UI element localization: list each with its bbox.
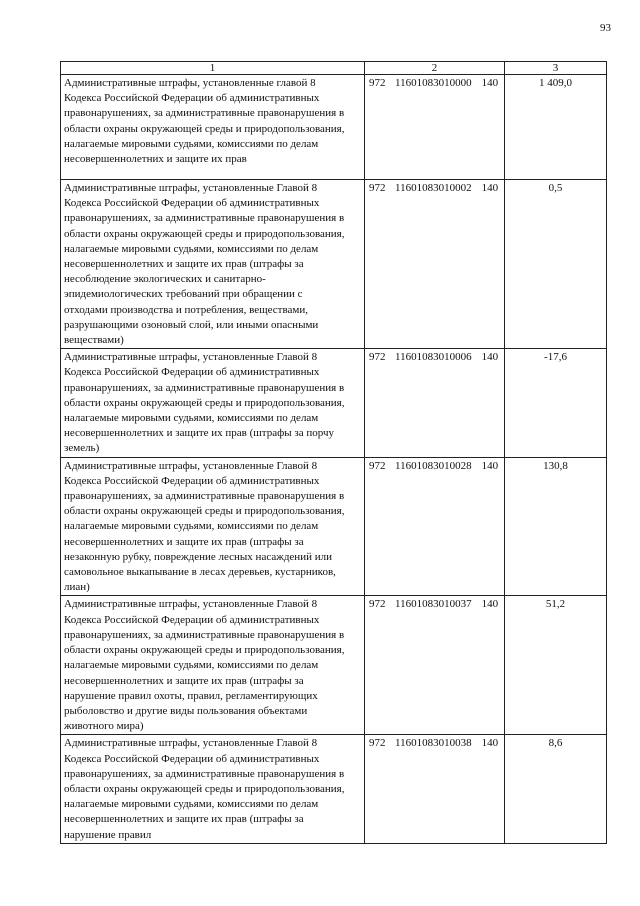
row-code: [365, 457, 505, 596]
description-line: области охраны окружающей среды и природопользования,: [64, 122, 345, 135]
row-code: [365, 596, 505, 735]
description-line: самовольное выкапывание в лесах деревьев, кустарников,: [64, 566, 336, 579]
kbk-code: 11601083010006: [395, 351, 472, 364]
table-row: [61, 457, 607, 596]
admin-code: 972: [369, 77, 386, 89]
description-line: Кодекса Российской Федерации об административных: [64, 366, 320, 379]
description-line: налагаемые мировыми судьями, комиссиями по делам: [64, 659, 319, 672]
sub-code: 140: [481, 182, 499, 194]
kbk-code: 11601083010028: [395, 459, 472, 472]
kbk-code: 11601083010038: [395, 737, 472, 750]
row-amount: 130,8: [505, 457, 607, 596]
description-line: налагаемые мировыми судьями, комиссиями по делам: [64, 137, 319, 150]
row-code: [365, 349, 505, 457]
table-body: [61, 75, 607, 844]
budget-revenue-table: [60, 61, 607, 844]
description-line: области охраны окружающей среды и природопользования,: [64, 396, 345, 409]
description-line: правонарушениях, за административные правонарушения в: [64, 490, 345, 503]
row-amount: 1 409,0: [505, 75, 607, 180]
sub-code: 140: [481, 77, 499, 89]
description-line: правонарушениях, за административные правонарушения в: [64, 628, 345, 641]
row-description: [61, 75, 365, 180]
description-line: Административные штрафы, установленные Главой 8: [64, 351, 318, 364]
description-line: области охраны окружающей среды и природопользования,: [64, 227, 345, 240]
description-line: налагаемые мировыми судьями, комиссиями по делам: [64, 520, 319, 533]
table-header-row: [61, 62, 607, 75]
description-line: несовершеннолетних и защите их прав (штрафы за: [64, 674, 304, 687]
kbk-code: 11601083010037: [395, 598, 472, 611]
description-line: области охраны окружающей среды и природопользования,: [64, 644, 345, 657]
row-amount: 8,6: [505, 735, 607, 843]
description-line: Административные штрафы, установленные Главой 8: [64, 459, 318, 472]
column-header-3: 3: [505, 62, 607, 75]
description-line: несовершеннолетних и защите их прав (штрафы за: [64, 813, 304, 826]
description-line: налагаемые мировыми судьями, комиссиями по делам: [64, 412, 319, 425]
table-row: [61, 349, 607, 457]
row-code: [365, 180, 505, 349]
description-line: животного мира): [64, 720, 144, 733]
row-description: [61, 457, 365, 596]
row-code: [365, 75, 505, 180]
description-line: Административные штрафы, установленные Главой 8: [64, 737, 318, 750]
sub-code: 140: [481, 598, 499, 611]
description-line: области охраны окружающей среды и природопользования,: [64, 782, 345, 795]
table-row: [61, 735, 607, 843]
column-header-1: 1: [61, 62, 365, 75]
table-row: [61, 180, 607, 349]
description-line: Кодекса Российской Федерации об административных: [64, 613, 320, 626]
description-line: эпидемиологических требований при обращении с: [64, 288, 303, 301]
description-line: области охраны окружающей среды и природопользования,: [64, 505, 345, 518]
sub-code: 140: [481, 351, 499, 364]
description-line: рыболовство и другие виды пользования объектами: [64, 704, 308, 717]
description-line: разрушающими озоновый слой, или иными опасными: [64, 318, 319, 331]
sub-code: 140: [481, 737, 499, 750]
kbk-code: 11601083010002: [395, 182, 472, 194]
description-line: Административные штрафы, установленные Главой 8: [64, 598, 318, 611]
admin-code: 972: [369, 737, 386, 750]
description-line: несовершеннолетних и защите их прав: [64, 153, 247, 166]
description-line: правонарушениях, за административные правонарушения в: [64, 212, 345, 225]
column-header-2: 2: [365, 62, 505, 75]
row-amount: -17,6: [505, 349, 607, 457]
description-line: Административные штрафы, установленные Главой 8: [64, 182, 318, 194]
row-amount: 51,2: [505, 596, 607, 735]
description-line: Кодекса Российской Федерации об административных: [64, 197, 320, 210]
description-line: правонарушениях, за административные правонарушения в: [64, 107, 345, 120]
row-description: [61, 735, 365, 843]
row-description: [61, 180, 365, 349]
description-line: правонарушениях, за административные правонарушения в: [64, 381, 345, 394]
description-line: Административные штрафы, установленные главой 8: [64, 77, 316, 89]
table-row: [61, 75, 607, 180]
description-line: несоблюдение экологических и санитарно-: [64, 273, 266, 286]
description-line: несовершеннолетних и защите их прав (штрафы за: [64, 535, 304, 548]
table-row: [61, 596, 607, 735]
row-code: [365, 735, 505, 843]
admin-code: 972: [369, 182, 386, 194]
description-line: отходами производства и потребления, веществами,: [64, 303, 308, 316]
kbk-code: 11601083010000: [395, 77, 472, 89]
description-line: несовершеннолетних и защите их прав (штрафы за: [64, 258, 304, 271]
admin-code: 972: [369, 598, 386, 611]
description-line: Кодекса Российской Федерации об административных: [64, 752, 320, 765]
description-line: незаконную рубку, повреждение лесных насаждений или: [64, 550, 332, 563]
admin-code: 972: [369, 351, 386, 364]
description-line: веществами): [64, 334, 124, 347]
description-line: земель): [64, 442, 100, 455]
description-line: налагаемые мировыми судьями, комиссиями по делам: [64, 798, 319, 811]
description-line: Кодекса Российской Федерации об административных: [64, 92, 320, 105]
description-line: налагаемые мировыми судьями, комиссиями по делам: [64, 242, 319, 255]
description-line: правонарушениях, за административные правонарушения в: [64, 767, 345, 780]
row-description: [61, 349, 365, 457]
description-line: нарушение правил: [64, 828, 152, 841]
row-amount: 0,5: [505, 180, 607, 349]
description-line: нарушение правил охоты, правил, регламентирующих: [64, 689, 318, 702]
description-line: Кодекса Российской Федерации об административных: [64, 474, 320, 487]
row-description: [61, 596, 365, 735]
description-line: лиан): [64, 581, 90, 594]
sub-code: 140: [481, 459, 499, 472]
page-number: 93: [600, 22, 611, 34]
admin-code: 972: [369, 459, 386, 472]
description-line: несовершеннолетних и защите их прав (штрафы за порчу: [64, 427, 334, 440]
